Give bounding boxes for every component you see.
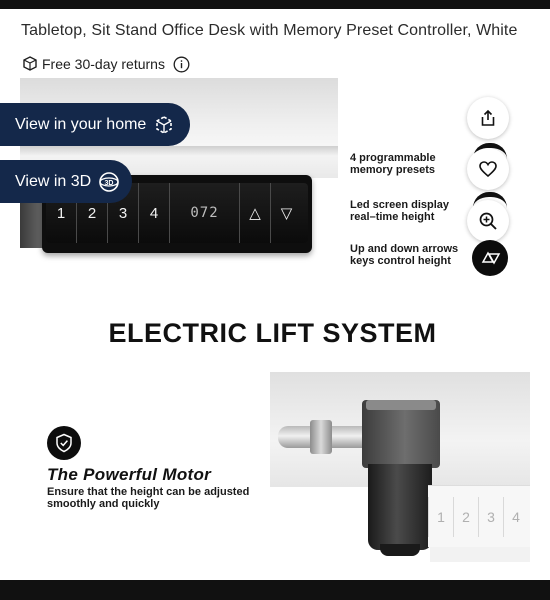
motor-tail xyxy=(380,544,420,556)
info-icon[interactable] xyxy=(173,56,190,73)
feature-memory-presets: 4 programmable memory presets xyxy=(350,152,436,176)
favorite-button[interactable] xyxy=(467,148,509,190)
motor-image[interactable] xyxy=(250,372,530,562)
keypad-key-2: 2 xyxy=(453,497,478,537)
motor-badge xyxy=(47,426,81,460)
motor-description: Ensure that the height can be adjusted smoothly and quickly xyxy=(47,486,250,510)
motor-title: The Powerful Motor xyxy=(47,465,212,484)
gearbox xyxy=(362,400,440,468)
share-button[interactable] xyxy=(467,97,509,139)
view-in-home-label: View in your home xyxy=(15,115,147,133)
controller-key-3: 3 xyxy=(108,183,139,243)
heart-icon xyxy=(478,160,498,178)
view-in-3d-button[interactable] xyxy=(0,160,132,203)
view-in-home-button[interactable] xyxy=(0,103,190,146)
top-status-bar xyxy=(0,0,550,9)
gearbox-top xyxy=(366,400,436,410)
zoom-button[interactable] xyxy=(467,200,509,242)
controller-key-1: 1 xyxy=(46,183,77,243)
product-title: Tabletop, Sit Stand Office Desk with Memory Preset Controller, White xyxy=(21,22,518,39)
controller-key-2: 2 xyxy=(77,183,108,243)
returns-label: Free 30-day returns xyxy=(42,56,165,72)
svg-text:3D: 3D xyxy=(104,179,114,187)
ar-cube-icon xyxy=(152,113,176,137)
share-icon xyxy=(479,109,497,127)
3d-rotate-icon xyxy=(97,170,121,194)
controller-display: 072 xyxy=(170,183,240,243)
shaft-coupler xyxy=(310,420,332,454)
keypad-key-3: 3 xyxy=(478,497,503,537)
controller-key-4: 4 xyxy=(139,183,170,243)
keypad-preview xyxy=(428,485,530,547)
controller-down-key: ▽ xyxy=(280,205,293,222)
up-down-arrows-icon xyxy=(479,247,501,269)
up-down-arrows-button[interactable] xyxy=(472,240,508,276)
controller-up-key: △ xyxy=(240,183,271,243)
keypad-key-4: 4 xyxy=(503,497,528,537)
shield-check-icon xyxy=(55,433,73,453)
section-title: ELECTRIC LIFT SYSTEM xyxy=(108,318,437,348)
keypad-key-1: 1 xyxy=(428,497,453,537)
returns-row[interactable] xyxy=(21,54,190,74)
feature-arrow-keys: Up and down arrows keys control height xyxy=(350,243,459,267)
bottom-bar xyxy=(0,580,550,600)
desk-edge xyxy=(20,146,338,156)
return-box-icon xyxy=(21,55,39,73)
motor-body xyxy=(368,464,432,550)
feature-led-display: Led screen display real–time height xyxy=(350,199,450,223)
zoom-in-icon xyxy=(478,211,498,231)
view-in-3d-label: View in 3D xyxy=(15,172,92,190)
